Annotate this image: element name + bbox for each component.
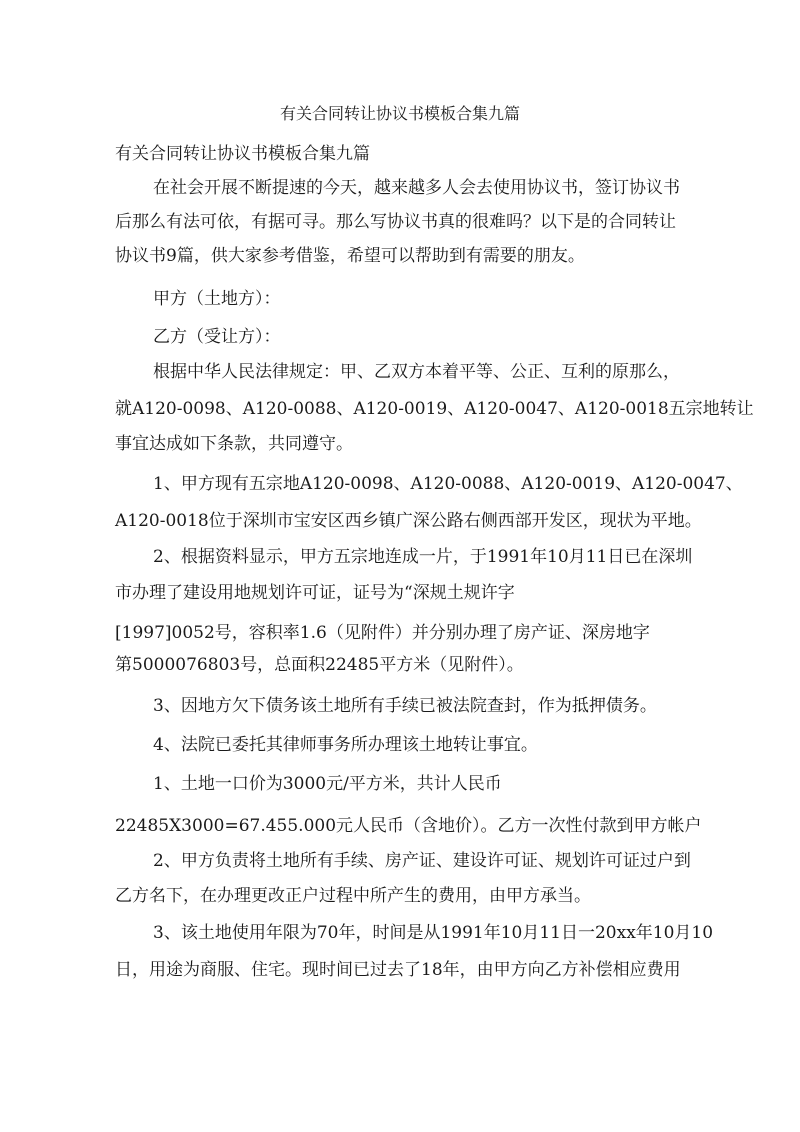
preamble-line-3: 事宜达成如下条款，共同遵守。 — [115, 434, 353, 454]
preamble-line-1: 根据中华人民法律规定：甲、乙双方本着平等、公正、互利的原那么， — [153, 362, 680, 382]
subtitle-line: 有关合同转让协议书模板合集九篇 — [115, 144, 370, 164]
party-a-line: 甲方（土地方）： — [153, 289, 281, 309]
term-line-2: 日，用途为商服、住宅。现时间已过去了18年，由甲方向乙方补偿相应费用 — [115, 960, 681, 980]
preamble-line-2: 就A120-0098、A120-0088、A120-0019、A120-0047、A120-0018五宗地转让 — [115, 399, 754, 419]
price-line-2: 22485X3000=67.455.000元人民币（含地价）。乙方一次性付款到甲方帐户 — [115, 816, 702, 836]
party-b-line: 乙方（受让方）： — [153, 327, 281, 347]
transfer-line-1: 2、甲方负责将土地所有手续、房产证、建设许可证、规划许可证过户到 — [153, 851, 691, 871]
term-line-1: 3、该土地使用年限为70年，时间是从1991年10月11日一20xx年10月10 — [153, 923, 714, 943]
price-line-1: 1、土地一口价为3000元/平方米，共计人民币 — [153, 774, 502, 794]
clause-2-line-1: 2、根据资料显示，甲方五宗地连成一片，于1991年10月11日已在深圳 — [153, 547, 693, 567]
document-title: 有关合同转让协议书模板合集九篇 — [279, 104, 520, 123]
clause-1-line-2: A120-0018位于深圳市宝安区西乡镇广深公路右侧西部开发区，现状为平地。 — [115, 511, 702, 531]
clause-2-line-4: 第5000076803号，总面积22485平方米（见附件）。 — [115, 655, 524, 675]
transfer-line-2: 乙方名下，在办理更改正户过程中所产生的费用，由甲方承当。 — [115, 886, 591, 906]
clause-1-line-1: 1、甲方现有五宗地A120-0098、A120-0088、A120-0019、A120-0047、 — [153, 474, 743, 494]
clause-4-line: 4、法院已委托其律师事务所办理该土地转让事宜。 — [153, 735, 538, 755]
intro-line-1: 在社会开展不断提速的今天，越来越多人会去使用协议书，签订协议书 — [153, 178, 680, 198]
clause-2-line-2: 市办理了建设用地规划许可证，证号为“深规土规许字 — [115, 583, 515, 603]
clause-3-line: 3、因地方欠下债务该土地所有手续已被法院查封，作为抵押债务。 — [153, 696, 657, 716]
clause-2-line-3: [1997]0052号，容积率1.6（见附件）并分别办理了房产证、深房地字 — [115, 623, 650, 643]
intro-line-2: 后那么有法可依，有据可寻。那么写协议书真的很难吗？以下是的合同转让 — [115, 212, 676, 232]
intro-line-3: 协议书9篇，供大家参考借鉴，希望可以帮助到有需要的朋友。 — [115, 246, 585, 266]
